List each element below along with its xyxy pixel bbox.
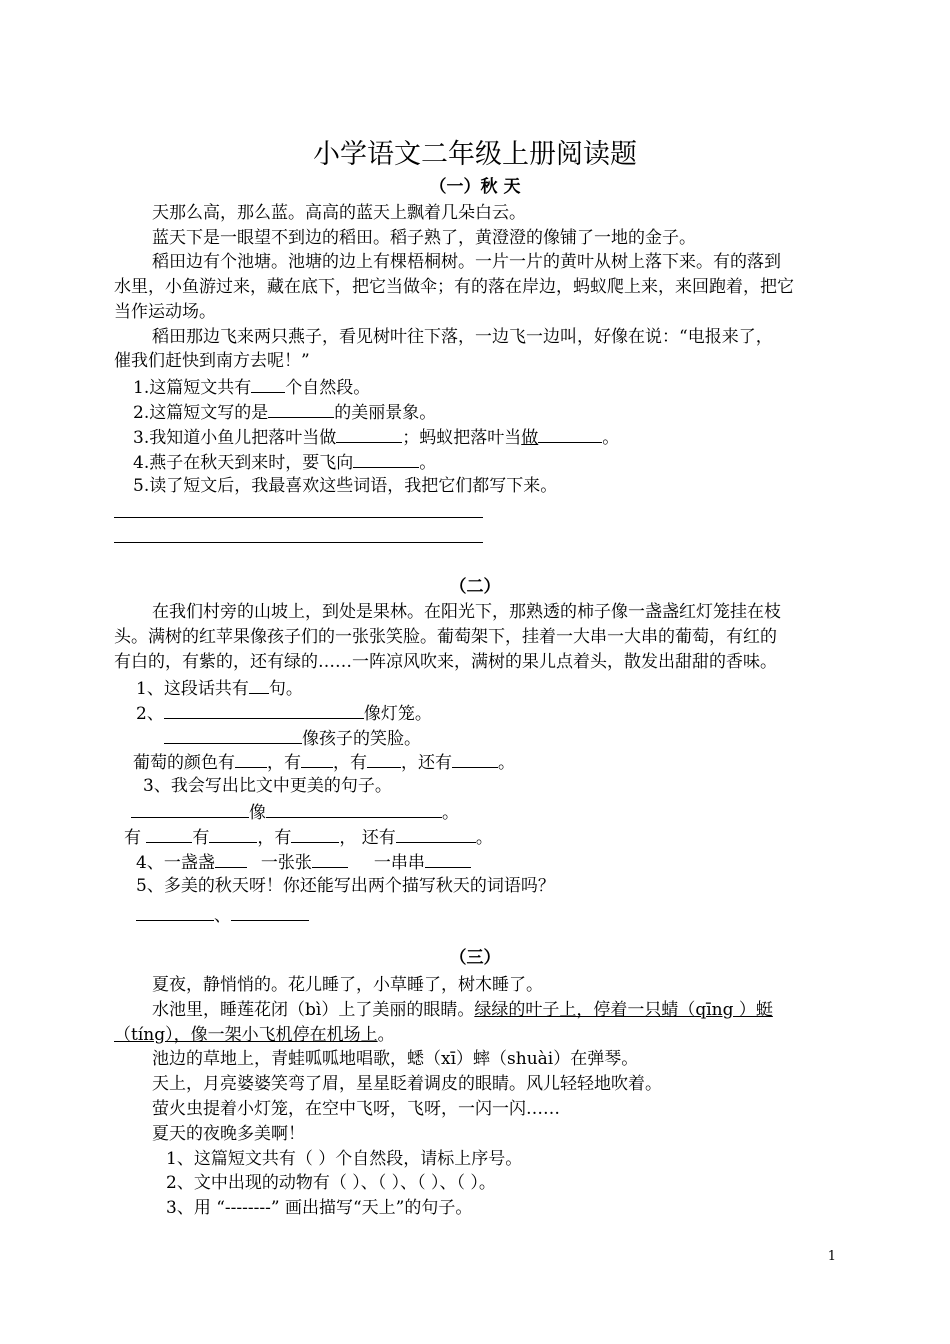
s2-question-4: 4、一盏盏 一张张 一串串 <box>136 850 471 874</box>
answer-blank[interactable] <box>215 850 247 868</box>
answer-blank[interactable] <box>164 701 364 719</box>
answer-blank[interactable] <box>146 825 192 843</box>
answer-blank[interactable] <box>249 676 269 694</box>
answer-line[interactable] <box>114 542 483 543</box>
answer-blank[interactable] <box>268 400 334 418</box>
s1-question-5: 5.读了短文后，我最喜欢这些词语，我把它们都写下来。 <box>133 476 558 496</box>
answer-blank[interactable] <box>538 425 602 443</box>
s2-question-1: 1、这段话共有 句。 <box>136 676 303 700</box>
answer-blank[interactable] <box>367 750 401 768</box>
s2-question-2-line-2: 像孩子的笑脸。 <box>164 726 421 750</box>
answer-blank[interactable] <box>164 726 302 744</box>
s1-paragraph-3-line-3: 当作运动场。 <box>114 302 216 322</box>
s1-paragraph-1: 天那么高，那么蓝。高高的蓝天上飘着几朵白云。 <box>152 203 526 223</box>
s3-paragraph-3: 池边的草地上，青蛙呱呱地唱歌，蟋（xī）蟀（shuài）在弹琴。 <box>152 1049 639 1069</box>
s3-question-3: 3、用 “--------” 画出描写“天上”的句子。 <box>166 1198 473 1218</box>
answer-blank[interactable] <box>336 425 402 443</box>
page-number: 1 <box>827 1249 836 1264</box>
section-3-heading: （三） <box>449 948 501 968</box>
s3-question-1: 1、这篇短文共有（ ）个自然段，请标上序号。 <box>166 1149 523 1169</box>
answer-blank[interactable] <box>131 800 249 818</box>
page-title: 小学语文二年级上册阅读题 <box>313 139 637 170</box>
answer-blank[interactable] <box>209 825 257 843</box>
answer-blank[interactable] <box>452 750 498 768</box>
s3-paragraph-2-line-2: （tíng），像一架小飞机停在机场上。 <box>114 1025 395 1045</box>
s1-paragraph-3-line-1: 稻田边有个池塘。池塘的边上有棵梧桐树。一片一片的黄叶从树上落下来。有的落到 <box>152 252 781 272</box>
answer-blank[interactable] <box>353 450 419 468</box>
s2-paragraph-line-3: 有白的，有紫的，还有绿的……一阵凉风吹来，满树的果儿点着头，散发出甜甜的香味。 <box>114 652 777 672</box>
answer-blank[interactable] <box>231 903 309 921</box>
answer-blank[interactable] <box>136 903 214 921</box>
s2-question-3: 3、我会写出比文中更美的句子。 <box>143 776 392 796</box>
answer-blank[interactable] <box>396 825 476 843</box>
s1-paragraph-3-line-2: 水里，小鱼游过来，藏在底下，把它当做伞；有的落在岸边，蚂蚁爬上来，来回跑着，把它 <box>114 277 794 297</box>
s1-paragraph-4-line-2: 催我们赶快到南方去呢！” <box>114 351 310 371</box>
s2-question-3-line-3: 有 有 ，有 ， 还有 。 <box>124 825 493 849</box>
s2-question-3-line-2: 像 。 <box>131 800 459 824</box>
s1-question-1: 1.这篇短文共有 个自然段。 <box>133 375 370 399</box>
s2-question-2: 2、 像灯笼。 <box>136 701 432 725</box>
answer-blank[interactable] <box>235 750 267 768</box>
s1-paragraph-2: 蓝天下是一眼望不到边的稻田。稻子熟了，黄澄澄的像铺了一地的金子。 <box>152 228 696 248</box>
s3-paragraph-5: 萤火虫提着小灯笼，在空中飞呀，飞呀，一闪一闪…… <box>152 1099 560 1119</box>
s2-paragraph-line-1: 在我们村旁的山坡上，到处是果林。在阳光下，那熟透的柿子像一盏盏红灯笼挂在枝 <box>152 602 781 622</box>
s3-paragraph-4: 天上，月亮婆婆笑弯了眉，星星眨着调皮的眼睛。风儿轻轻地吹着。 <box>152 1074 662 1094</box>
answer-blank[interactable] <box>301 750 333 768</box>
s1-paragraph-4-line-1: 稻田那边飞来两只燕子，看见树叶往下落，一边飞一边叫，好像在说：“电报来了， <box>152 327 773 347</box>
answer-blank[interactable] <box>425 850 471 868</box>
answer-blank[interactable] <box>266 800 442 818</box>
answer-blank[interactable] <box>291 825 339 843</box>
s1-question-2: 2.这篇短文写的是 的美丽景象。 <box>133 400 436 424</box>
s3-paragraph-2-line-1: 水池里，睡莲花闭（bì）上了美丽的眼睛。绿绿的叶子上，停着一只蜻（qīng ）蜓 <box>152 1000 773 1020</box>
s2-question-5-answers: 、 <box>136 903 309 927</box>
answer-line[interactable] <box>114 517 483 518</box>
answer-blank[interactable] <box>251 375 285 393</box>
s2-paragraph-line-2: 头。满树的红苹果像孩子们的一张张笑脸。葡萄架下，挂着一大串一大串的葡萄，有红的 <box>114 627 777 647</box>
s3-paragraph-6: 夏天的夜晚多美啊！ <box>152 1124 305 1144</box>
s1-question-4: 4.燕子在秋天到来时，要飞向 。 <box>133 450 436 474</box>
s3-paragraph-1: 夏夜，静悄悄的。花儿睡了，小草睡了，树木睡了。 <box>152 975 543 995</box>
s1-question-3: 3.我知道小鱼儿把落叶当做 ；蚂蚁把落叶当做 。 <box>133 425 619 449</box>
section-2-heading: （二） <box>449 577 501 597</box>
s2-question-2-line-3: 葡萄的颜色有 ，有 ，有 ，还有 。 <box>133 750 515 774</box>
answer-blank[interactable] <box>312 850 348 868</box>
s2-question-5: 5、多美的秋天呀！你还能写出两个描写秋天的词语吗？ <box>136 876 555 896</box>
section-1-heading: （一）秋 天 <box>429 177 521 197</box>
s3-question-2: 2、文中出现的动物有（ ）、（ ）、（ ）、（ ）。 <box>166 1173 496 1193</box>
